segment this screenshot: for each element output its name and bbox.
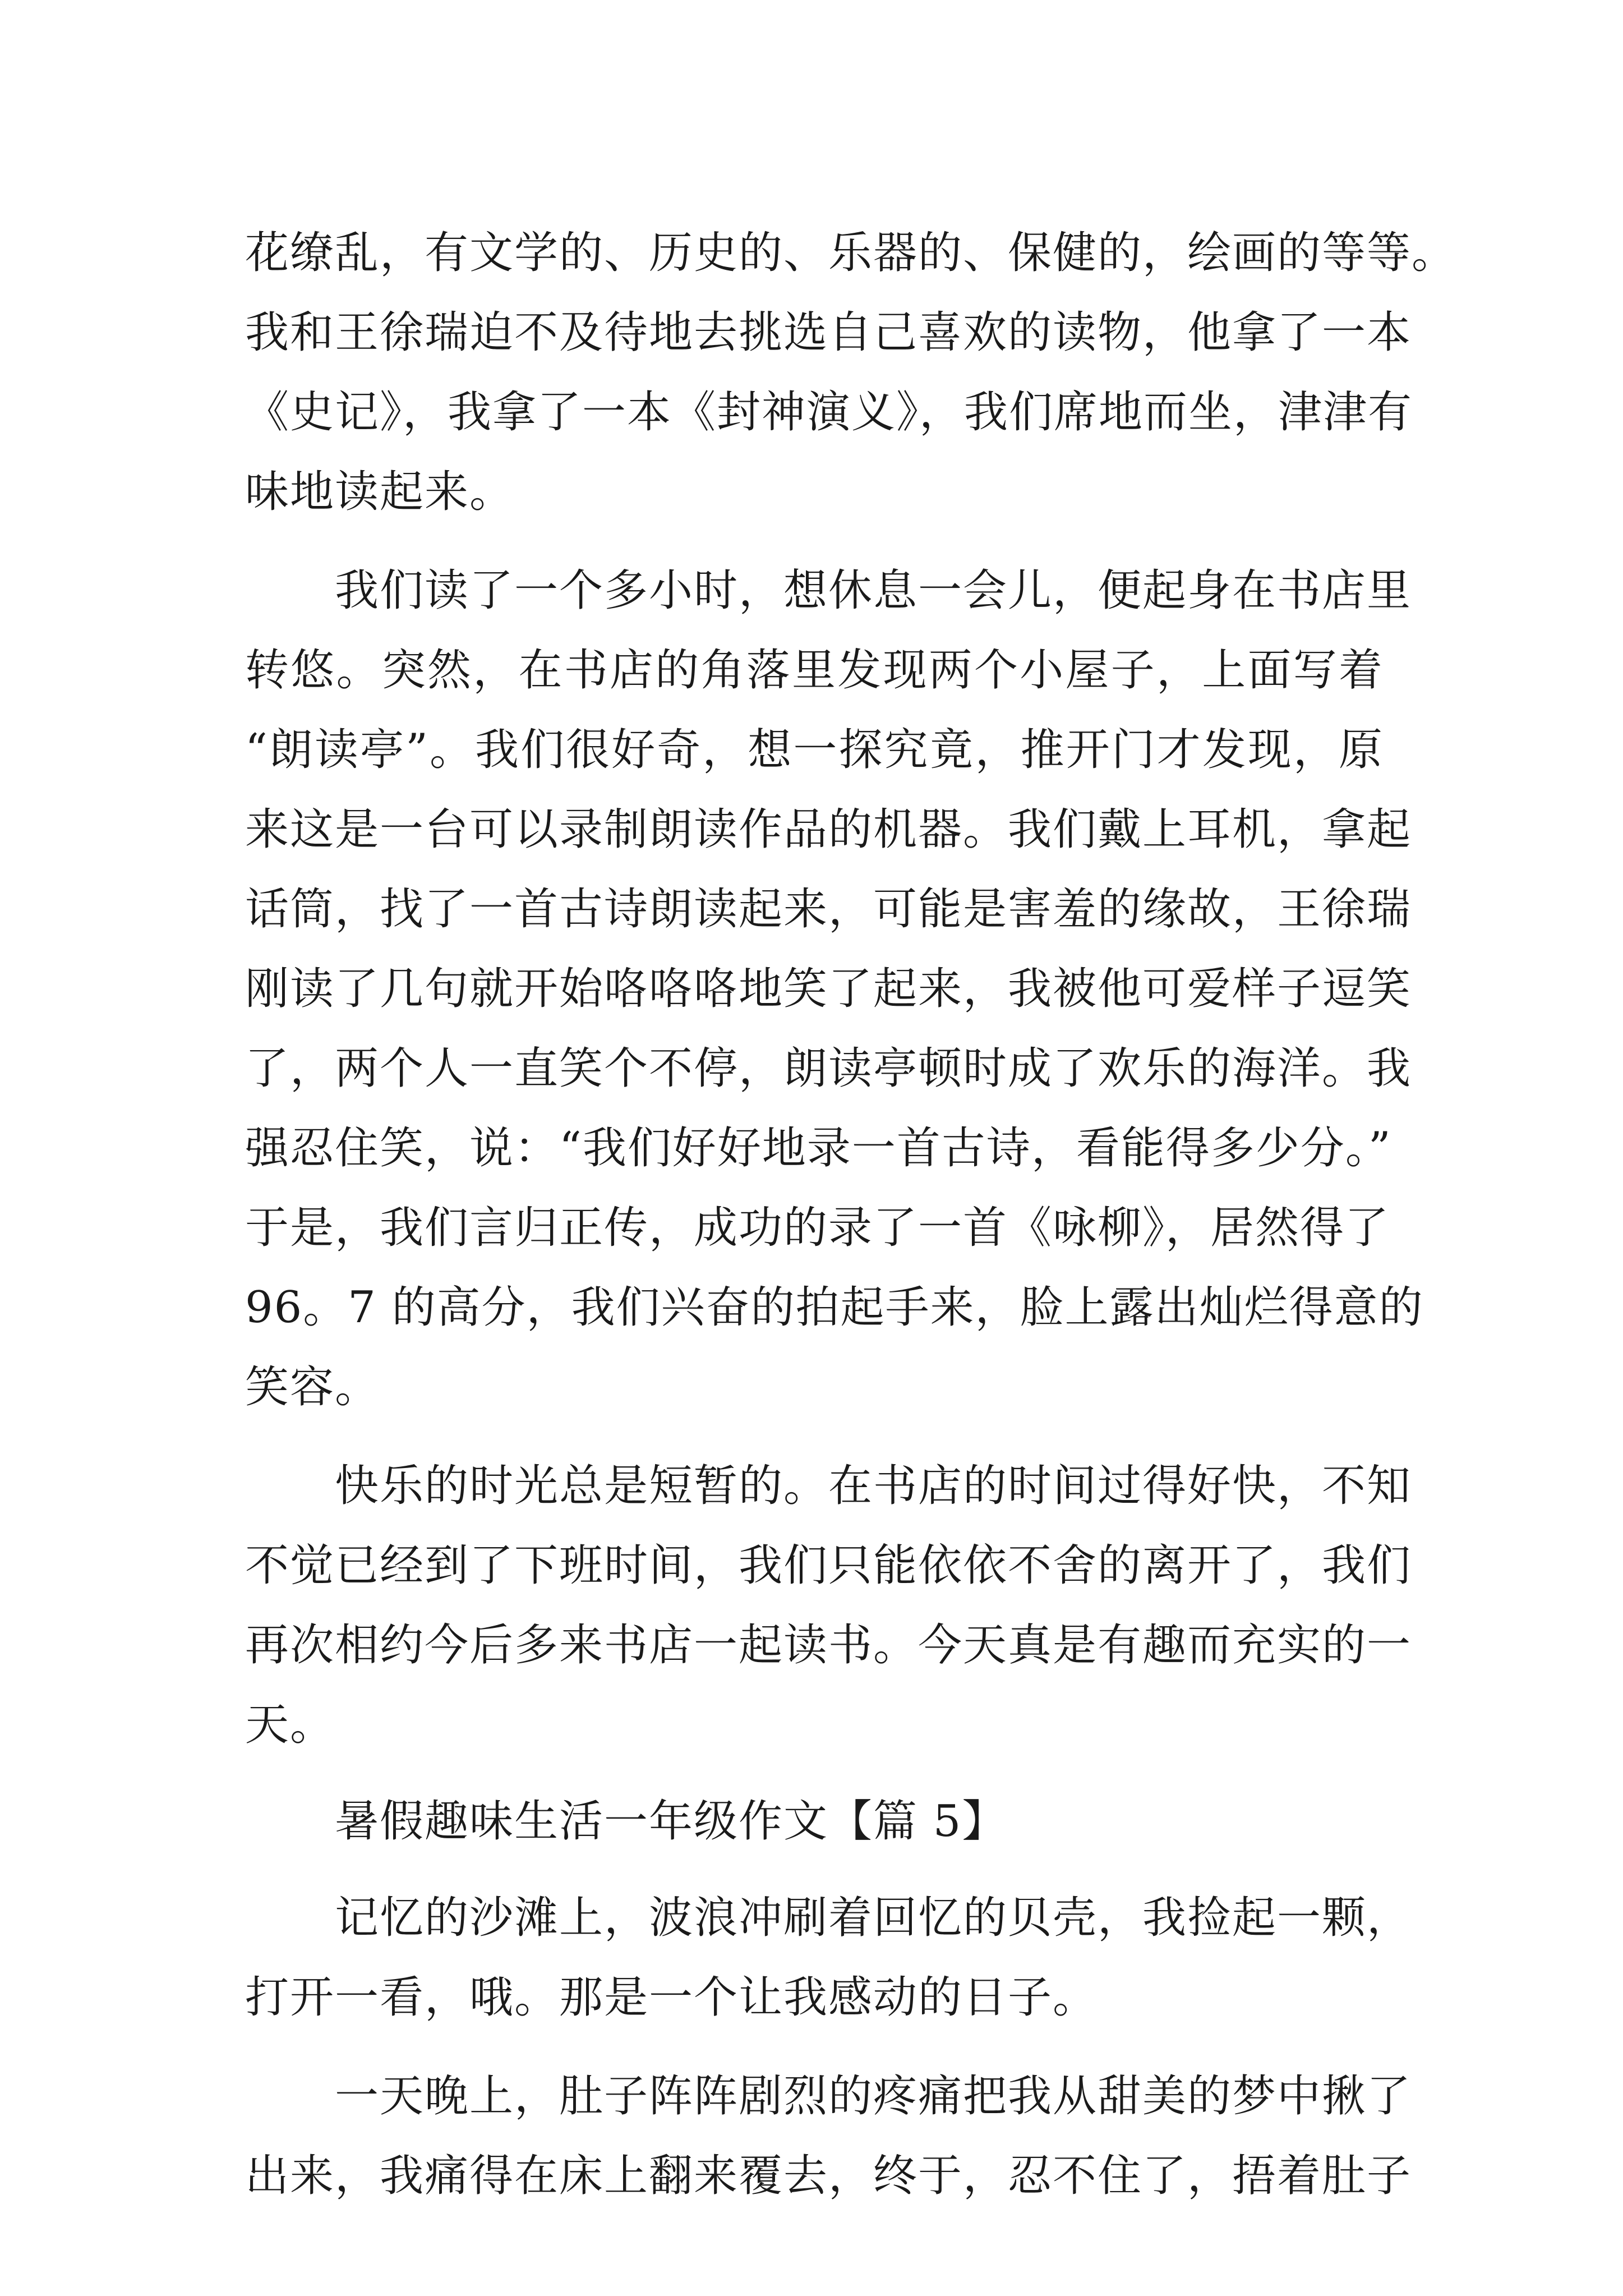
text-line: 打开一看，哦。那是一个让我感动的日子。 (245, 1972, 1098, 2023)
text-line: 96。7 的高分，我们兴奋的拍起手来，脸上露出灿烂得意的 (245, 1282, 1424, 1333)
paragraph (245, 551, 1424, 1427)
paragraph (245, 1878, 1412, 2037)
text-line: 快乐的时光总是短暂的。在书店的时间过得好快，不知 (335, 1461, 1412, 1511)
text-line: 不觉已经到了下班时间，我们只能依依不舍的离开了，我们 (245, 1540, 1412, 1591)
text-line: 转悠。突然，在书店的角落里发现两个小屋子，上面写着 (245, 645, 1384, 696)
text-line: 天。 (245, 1700, 335, 1750)
text-line: 味地读起来。 (245, 467, 515, 517)
text-line: 我和王徐瑞迫不及待地去挑选自己喜欢的读物，他拿了一本 (245, 307, 1412, 358)
body-text (245, 213, 1457, 2216)
text-line: 一天晚上，肚子阵阵剧烈的疼痛把我从甜美的梦中揪了 (335, 2071, 1412, 2122)
text-line: 我们读了一个多小时，想休息一会儿，便起身在书店里 (335, 565, 1412, 616)
text-line: 《史记》，我拿了一本《封神演义》，我们席地而坐，津津有 (245, 387, 1413, 438)
text-line: 于是，我们言归正传，成功的录了一首《咏柳》，居然得了 (245, 1203, 1390, 1253)
text-line: 再次相约今后多来书店一起读书。今天真是有趣而充实的一 (245, 1620, 1412, 1671)
text-line: 出来，我痛得在床上翻来覆去，终于，忍不住了，捂着肚子 (245, 2151, 1412, 2201)
paragraph (245, 213, 1457, 532)
text-line: 记忆的沙滩上，波浪冲刷着回忆的贝壳，我捡起一颗， (335, 1893, 1412, 1943)
section-heading (245, 1782, 1384, 1861)
paragraph (245, 1446, 1412, 1765)
text-line: 了，两个人一直笑个不停，朗读亭顿时成了欢乐的海洋。我 (245, 1043, 1412, 1094)
text-line: 花缭乱，有文学的、历史的、乐器的、保健的，绘画的等等。 (245, 228, 1457, 278)
paragraph (245, 2056, 1412, 2216)
text-line: 刚读了几句就开始咯咯咯地笑了起来，我被他可爱样子逗笑 (245, 964, 1412, 1014)
heading-text: 暑假趣味生活一年级作文【篇 5】 (335, 1796, 1007, 1847)
text-line: 话筒，找了一首古诗朗读起来，可能是害羞的缘故，王徐瑞 (245, 884, 1412, 935)
text-line: 强忍住笑，说：“我们好好地录一首古诗，看能得多少分。” (245, 1123, 1392, 1174)
text-line: 来这是一台可以录制朗读作品的机器。我们戴上耳机，拿起 (245, 804, 1412, 855)
text-line: “朗读亭”。我们很好奇，想一探究竟，推开门才发现，原 (245, 725, 1384, 775)
text-line: 笑容。 (245, 1362, 380, 1412)
